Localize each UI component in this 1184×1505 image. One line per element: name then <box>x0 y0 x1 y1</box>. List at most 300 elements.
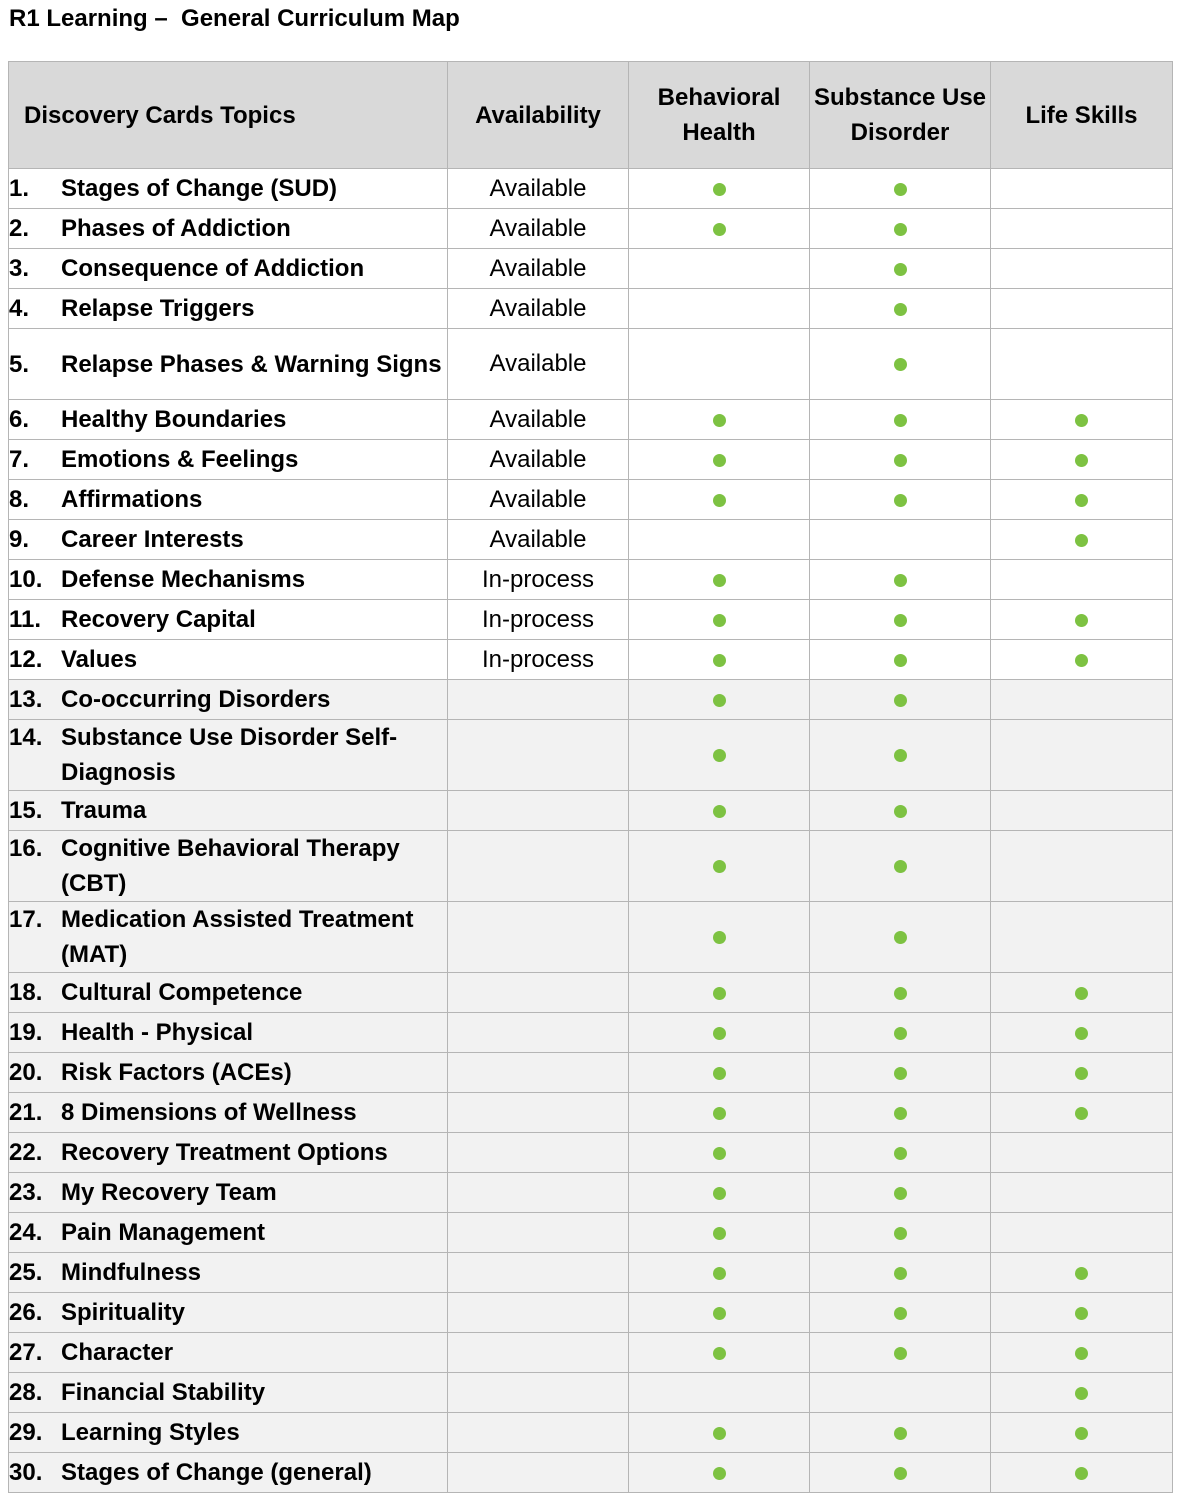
substance-use-disorder-dot-icon <box>894 1187 907 1200</box>
availability-cell <box>448 1373 629 1413</box>
table-row <box>9 640 1173 680</box>
topic-number: 20. <box>9 1059 43 1086</box>
behavioral-health-cell <box>629 209 810 249</box>
behavioral-health-cell <box>629 720 810 791</box>
topic-number: 24. <box>9 1219 43 1246</box>
behavioral-health-cell <box>629 1413 810 1453</box>
availability-cell <box>448 680 629 720</box>
life-skills-cell <box>991 1253 1173 1293</box>
availability-cell: Available <box>448 169 629 209</box>
table-row <box>9 480 1173 520</box>
behavioral-health-cell <box>629 520 810 560</box>
table-row <box>9 1253 1173 1293</box>
life-skills-dot-icon <box>1075 987 1088 1000</box>
substance-use-disorder-cell <box>810 973 991 1013</box>
life-skills-cell <box>991 249 1173 289</box>
availability-cell <box>448 1253 629 1293</box>
availability-cell: Available <box>448 400 629 440</box>
curriculum-table <box>8 61 1173 1493</box>
life-skills-cell <box>991 520 1173 560</box>
behavioral-health-cell <box>629 1453 810 1493</box>
topic-number: 4. <box>9 295 30 322</box>
topic-number: 3. <box>9 255 30 282</box>
substance-use-disorder-dot-icon <box>894 987 907 1000</box>
life-skills-cell <box>991 560 1173 600</box>
behavioral-health-dot-icon <box>713 1227 726 1240</box>
availability-cell <box>448 1333 629 1373</box>
header-topics: Discovery Cards Topics <box>9 62 448 169</box>
availability-cell: In-process <box>448 560 629 600</box>
topic-name: My Recovery Team <box>61 1179 277 1206</box>
table-row <box>9 1133 1173 1173</box>
topic-number: 28. <box>9 1379 43 1406</box>
availability-cell: Available <box>448 329 629 400</box>
behavioral-health-dot-icon <box>713 414 726 427</box>
header-behavioral-health: Behavioral Health <box>629 62 810 169</box>
availability-cell <box>448 791 629 831</box>
availability-cell <box>448 1093 629 1133</box>
behavioral-health-dot-icon <box>713 183 726 196</box>
topic-number: 11. <box>9 606 42 633</box>
life-skills-cell <box>991 169 1173 209</box>
table-row <box>9 1093 1173 1133</box>
availability-cell <box>448 902 629 973</box>
table-row <box>9 1173 1173 1213</box>
behavioral-health-dot-icon <box>713 1467 726 1480</box>
topic-name: Spirituality <box>61 1299 186 1326</box>
availability-cell: Available <box>448 289 629 329</box>
table-row <box>9 1213 1173 1253</box>
life-skills-cell <box>991 209 1173 249</box>
life-skills-cell <box>991 1333 1173 1373</box>
topic-name: Consequence of Addiction <box>61 255 365 282</box>
topic-name: Pain Management <box>61 1219 266 1246</box>
life-skills-cell <box>991 1173 1173 1213</box>
life-skills-cell <box>991 831 1173 902</box>
life-skills-cell <box>991 1293 1173 1333</box>
behavioral-health-dot-icon <box>713 805 726 818</box>
life-skills-dot-icon <box>1075 1467 1088 1480</box>
availability-cell: Available <box>448 520 629 560</box>
behavioral-health-dot-icon <box>713 223 726 236</box>
substance-use-disorder-dot-icon <box>894 614 907 627</box>
topic-cell <box>9 1373 448 1413</box>
topic-cell <box>9 209 448 249</box>
substance-use-disorder-dot-icon <box>894 694 907 707</box>
behavioral-health-dot-icon <box>713 1067 726 1080</box>
availability-cell: Available <box>448 480 629 520</box>
table-row <box>9 1293 1173 1333</box>
life-skills-dot-icon <box>1075 1267 1088 1280</box>
substance-use-disorder-dot-icon <box>894 931 907 944</box>
topic-cell <box>9 1213 448 1253</box>
table-row <box>9 720 1173 791</box>
availability-cell <box>448 1213 629 1253</box>
topic-name: Healthy Boundaries <box>61 406 287 433</box>
substance-use-disorder-dot-icon <box>894 860 907 873</box>
topic-name: Cognitive Behavioral Therapy (CBT) <box>61 835 400 897</box>
table-row <box>9 600 1173 640</box>
topic-name: Recovery Capital <box>61 606 256 633</box>
life-skills-dot-icon <box>1075 1027 1088 1040</box>
behavioral-health-dot-icon <box>713 1427 726 1440</box>
header-availability: Availability <box>448 62 629 169</box>
substance-use-disorder-cell <box>810 289 991 329</box>
substance-use-disorder-dot-icon <box>894 223 907 236</box>
substance-use-disorder-dot-icon <box>894 1427 907 1440</box>
topic-number: 27. <box>9 1339 43 1366</box>
topic-number: 5. <box>9 350 30 378</box>
life-skills-dot-icon <box>1075 614 1088 627</box>
availability-cell <box>448 1413 629 1453</box>
substance-use-disorder-cell <box>810 640 991 680</box>
topic-cell <box>9 973 448 1013</box>
topic-cell <box>9 440 448 480</box>
topic-number: 25. <box>9 1259 43 1286</box>
topic-name: Trauma <box>61 797 147 824</box>
behavioral-health-cell <box>629 1213 810 1253</box>
table-row <box>9 520 1173 560</box>
life-skills-cell <box>991 440 1173 480</box>
substance-use-disorder-cell <box>810 1133 991 1173</box>
behavioral-health-cell <box>629 329 810 400</box>
behavioral-health-dot-icon <box>713 1187 726 1200</box>
topic-number: 16. <box>9 835 43 862</box>
behavioral-health-cell <box>629 1093 810 1133</box>
life-skills-dot-icon <box>1075 534 1088 547</box>
topic-cell <box>9 1093 448 1133</box>
substance-use-disorder-cell <box>810 680 991 720</box>
substance-use-disorder-cell <box>810 1453 991 1493</box>
life-skills-cell <box>991 680 1173 720</box>
substance-use-disorder-dot-icon <box>894 263 907 276</box>
substance-use-disorder-cell <box>810 440 991 480</box>
topic-cell <box>9 640 448 680</box>
topic-number: 15. <box>9 797 43 824</box>
substance-use-disorder-dot-icon <box>894 358 907 371</box>
topic-cell <box>9 1453 448 1493</box>
life-skills-cell <box>991 902 1173 973</box>
behavioral-health-cell <box>629 600 810 640</box>
behavioral-health-dot-icon <box>713 987 726 1000</box>
topic-number: 7. <box>9 446 30 473</box>
topic-name: Financial Stability <box>61 1379 266 1406</box>
behavioral-health-cell <box>629 973 810 1013</box>
topic-name: Stages of Change (general) <box>61 1459 372 1486</box>
topic-cell <box>9 1293 448 1333</box>
behavioral-health-cell <box>629 902 810 973</box>
life-skills-cell <box>991 791 1173 831</box>
behavioral-health-cell <box>629 169 810 209</box>
topic-cell <box>9 520 448 560</box>
behavioral-health-dot-icon <box>713 860 726 873</box>
table-row <box>9 1053 1173 1093</box>
topic-cell <box>9 329 448 400</box>
substance-use-disorder-dot-icon <box>894 749 907 762</box>
life-skills-dot-icon <box>1075 654 1088 667</box>
availability-cell <box>448 1293 629 1333</box>
table-row <box>9 440 1173 480</box>
topic-cell <box>9 902 448 973</box>
substance-use-disorder-dot-icon <box>894 303 907 316</box>
behavioral-health-cell <box>629 1013 810 1053</box>
table-row <box>9 329 1173 400</box>
substance-use-disorder-cell <box>810 1293 991 1333</box>
topic-cell <box>9 1053 448 1093</box>
life-skills-dot-icon <box>1075 1427 1088 1440</box>
substance-use-disorder-cell <box>810 600 991 640</box>
topic-name: Mindfulness <box>61 1259 202 1286</box>
topic-cell <box>9 720 448 791</box>
substance-use-disorder-dot-icon <box>894 1027 907 1040</box>
topic-number: 9. <box>9 526 30 553</box>
substance-use-disorder-dot-icon <box>894 1107 907 1120</box>
topic-name: Learning Styles <box>61 1419 240 1446</box>
substance-use-disorder-dot-icon <box>894 805 907 818</box>
substance-use-disorder-cell <box>810 1413 991 1453</box>
life-skills-cell <box>991 1453 1173 1493</box>
life-skills-cell <box>991 400 1173 440</box>
substance-use-disorder-cell <box>810 1253 991 1293</box>
topic-cell <box>9 1253 448 1293</box>
topic-cell <box>9 791 448 831</box>
topic-number: 8. <box>9 486 30 513</box>
topic-cell <box>9 400 448 440</box>
table-row <box>9 1373 1173 1413</box>
behavioral-health-cell <box>629 560 810 600</box>
availability-cell <box>448 1453 629 1493</box>
behavioral-health-dot-icon <box>713 1027 726 1040</box>
availability-cell: In-process <box>448 640 629 680</box>
availability-cell <box>448 831 629 902</box>
behavioral-health-dot-icon <box>713 1307 726 1320</box>
topic-number: 23. <box>9 1179 43 1206</box>
life-skills-cell <box>991 720 1173 791</box>
substance-use-disorder-dot-icon <box>894 574 907 587</box>
table-row <box>9 169 1173 209</box>
topic-cell <box>9 831 448 902</box>
life-skills-cell <box>991 1213 1173 1253</box>
substance-use-disorder-cell <box>810 480 991 520</box>
topic-number: 13. <box>9 686 43 713</box>
availability-cell <box>448 973 629 1013</box>
topic-number: 10. <box>9 566 43 593</box>
life-skills-dot-icon <box>1075 1347 1088 1360</box>
topic-number: 26. <box>9 1299 43 1326</box>
life-skills-dot-icon <box>1075 1307 1088 1320</box>
table-row <box>9 1453 1173 1493</box>
topic-name: Career Interests <box>61 526 244 553</box>
table-row <box>9 680 1173 720</box>
substance-use-disorder-dot-icon <box>894 454 907 467</box>
table-row <box>9 1013 1173 1053</box>
table-row <box>9 973 1173 1013</box>
topic-name: Risk Factors (ACEs) <box>61 1059 292 1086</box>
availability-cell: Available <box>448 249 629 289</box>
topic-cell <box>9 1333 448 1373</box>
behavioral-health-cell <box>629 1133 810 1173</box>
substance-use-disorder-cell <box>810 720 991 791</box>
topic-cell <box>9 1413 448 1453</box>
topic-cell <box>9 249 448 289</box>
substance-use-disorder-dot-icon <box>894 1467 907 1480</box>
substance-use-disorder-cell <box>810 1373 991 1413</box>
substance-use-disorder-cell <box>810 249 991 289</box>
topic-cell <box>9 480 448 520</box>
topic-name: Co-occurring Disorders <box>61 686 331 713</box>
topic-number: 22. <box>9 1139 43 1166</box>
topic-number: 17. <box>9 906 43 933</box>
life-skills-cell <box>991 1413 1173 1453</box>
header-substance-use-disorder: Substance Use Disorder <box>810 62 991 169</box>
life-skills-cell <box>991 1013 1173 1053</box>
topic-name: Cultural Competence <box>61 979 303 1006</box>
topic-name: Emotions & Feelings <box>61 446 299 473</box>
topic-cell <box>9 169 448 209</box>
behavioral-health-cell <box>629 831 810 902</box>
behavioral-health-dot-icon <box>713 1347 726 1360</box>
substance-use-disorder-cell <box>810 209 991 249</box>
topic-name: Values <box>61 646 138 673</box>
topic-name: 8 Dimensions of Wellness <box>61 1099 357 1126</box>
life-skills-dot-icon <box>1075 414 1088 427</box>
life-skills-cell <box>991 480 1173 520</box>
life-skills-dot-icon <box>1075 454 1088 467</box>
behavioral-health-cell <box>629 1333 810 1373</box>
life-skills-cell <box>991 1093 1173 1133</box>
substance-use-disorder-dot-icon <box>894 494 907 507</box>
availability-cell <box>448 1053 629 1093</box>
life-skills-cell <box>991 1133 1173 1173</box>
life-skills-dot-icon <box>1075 1067 1088 1080</box>
substance-use-disorder-dot-icon <box>894 1307 907 1320</box>
availability-cell <box>448 1173 629 1213</box>
substance-use-disorder-cell <box>810 1213 991 1253</box>
life-skills-cell <box>991 640 1173 680</box>
topic-cell <box>9 600 448 640</box>
availability-cell <box>448 1133 629 1173</box>
behavioral-health-dot-icon <box>713 931 726 944</box>
behavioral-health-cell <box>629 1173 810 1213</box>
behavioral-health-cell <box>629 640 810 680</box>
life-skills-dot-icon <box>1075 1387 1088 1400</box>
substance-use-disorder-cell <box>810 1013 991 1053</box>
substance-use-disorder-cell <box>810 169 991 209</box>
life-skills-cell <box>991 600 1173 640</box>
life-skills-dot-icon <box>1075 1107 1088 1120</box>
topic-name: Relapse Phases & Warning Signs <box>61 350 442 378</box>
table-row <box>9 560 1173 600</box>
behavioral-health-dot-icon <box>713 694 726 707</box>
substance-use-disorder-cell <box>810 400 991 440</box>
topic-number: 12. <box>9 646 43 673</box>
topic-name: Health - Physical <box>61 1019 254 1046</box>
life-skills-cell <box>991 1053 1173 1093</box>
table-row <box>9 249 1173 289</box>
topic-name: Recovery Treatment Options <box>61 1139 388 1166</box>
life-skills-cell <box>991 973 1173 1013</box>
topic-name: Medication Assisted Treatment (MAT) <box>61 906 414 968</box>
topic-number: 18. <box>9 979 43 1006</box>
topic-cell <box>9 1133 448 1173</box>
behavioral-health-dot-icon <box>713 1107 726 1120</box>
topic-number: 29. <box>9 1419 43 1446</box>
substance-use-disorder-cell <box>810 560 991 600</box>
topic-name: Character <box>61 1339 174 1366</box>
life-skills-cell <box>991 289 1173 329</box>
topic-name: Substance Use Disorder Self-Diagnosis <box>61 724 398 786</box>
topic-cell <box>9 1013 448 1053</box>
behavioral-health-cell <box>629 249 810 289</box>
substance-use-disorder-cell <box>810 520 991 560</box>
topic-cell <box>9 560 448 600</box>
topic-name: Relapse Triggers <box>61 295 255 322</box>
behavioral-health-dot-icon <box>713 749 726 762</box>
substance-use-disorder-cell <box>810 1333 991 1373</box>
substance-use-disorder-dot-icon <box>894 414 907 427</box>
topic-number: 21. <box>9 1099 43 1126</box>
life-skills-cell <box>991 329 1173 400</box>
behavioral-health-dot-icon <box>713 574 726 587</box>
topic-number: 2. <box>9 215 30 242</box>
behavioral-health-cell <box>629 1293 810 1333</box>
behavioral-health-cell <box>629 680 810 720</box>
substance-use-disorder-cell <box>810 1173 991 1213</box>
topic-number: 19. <box>9 1019 43 1046</box>
behavioral-health-cell <box>629 1253 810 1293</box>
behavioral-health-dot-icon <box>713 614 726 627</box>
table-row <box>9 902 1173 973</box>
page-title: R1 Learning – General Curriculum Map <box>9 5 460 32</box>
topic-number: 1. <box>9 175 30 202</box>
behavioral-health-cell <box>629 289 810 329</box>
topic-cell <box>9 289 448 329</box>
behavioral-health-cell <box>629 1373 810 1413</box>
life-skills-cell <box>991 1373 1173 1413</box>
substance-use-disorder-cell <box>810 1053 991 1093</box>
topic-name: Phases of Addiction <box>61 215 291 242</box>
topic-number: 30. <box>9 1459 43 1486</box>
table-row <box>9 791 1173 831</box>
topic-name: Stages of Change (SUD) <box>61 175 338 202</box>
availability-cell <box>448 1013 629 1053</box>
topic-cell <box>9 1173 448 1213</box>
substance-use-disorder-cell <box>810 791 991 831</box>
substance-use-disorder-dot-icon <box>894 1067 907 1080</box>
header-life-skills: Life Skills <box>991 62 1173 169</box>
substance-use-disorder-dot-icon <box>894 1267 907 1280</box>
behavioral-health-dot-icon <box>713 494 726 507</box>
life-skills-dot-icon <box>1075 494 1088 507</box>
substance-use-disorder-dot-icon <box>894 183 907 196</box>
availability-cell: Available <box>448 209 629 249</box>
availability-cell: Available <box>448 440 629 480</box>
behavioral-health-cell <box>629 440 810 480</box>
substance-use-disorder-cell <box>810 1093 991 1133</box>
substance-use-disorder-dot-icon <box>894 1347 907 1360</box>
substance-use-disorder-dot-icon <box>894 1227 907 1240</box>
topic-cell <box>9 680 448 720</box>
substance-use-disorder-dot-icon <box>894 1147 907 1160</box>
table-row <box>9 209 1173 249</box>
behavioral-health-dot-icon <box>713 654 726 667</box>
behavioral-health-cell <box>629 480 810 520</box>
substance-use-disorder-dot-icon <box>894 654 907 667</box>
topic-name: Defense Mechanisms <box>61 566 306 593</box>
behavioral-health-dot-icon <box>713 1147 726 1160</box>
behavioral-health-cell <box>629 400 810 440</box>
substance-use-disorder-cell <box>810 831 991 902</box>
